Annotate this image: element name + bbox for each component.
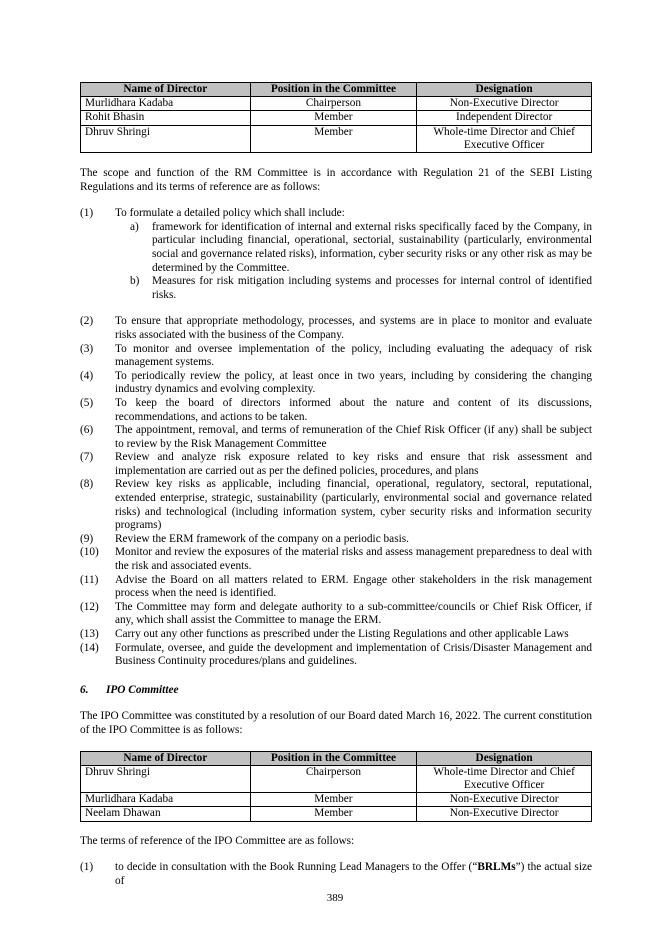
list-marker: (12) xyxy=(80,600,99,613)
table-header-row xyxy=(81,83,592,97)
list-marker: (5) xyxy=(80,396,94,409)
list-item-4 xyxy=(80,370,592,397)
designation: Whole-time Director and Chief Executive Officer xyxy=(417,125,592,152)
list-marker: (13) xyxy=(80,628,99,641)
list-marker: (10) xyxy=(80,546,99,559)
list-item-text: To periodically review the policy, at least once in two years, including by considering the changing industry dynamics and evolving complexity. xyxy=(115,369,592,396)
sub-item-text: Measures for risk mitigation including systems and processes for internal control of identified risks. xyxy=(152,275,592,301)
table-row xyxy=(81,125,592,152)
designation: Independent Director xyxy=(417,111,592,125)
director-name: Murlidhara Kadaba xyxy=(81,793,251,807)
list-item-text: The Committee may form and delegate authority to a sub-committee/councils or Chief Risk Officer, if any, which shall assist the Committee to manage the ERM. xyxy=(115,600,592,627)
designation: Non-Executive Director xyxy=(417,807,592,821)
list-item-text: To monitor and oversee implementation of the policy, including evaluating the adequacy of risk management systems. xyxy=(115,342,592,369)
col-header-position: Position in the Committee xyxy=(250,751,417,765)
list-item-13 xyxy=(80,628,592,642)
designation: Non-Executive Director xyxy=(417,793,592,807)
list-item-8 xyxy=(80,478,592,532)
list-item-1 xyxy=(80,207,592,221)
director-name: Dhruv Shringi xyxy=(81,765,251,792)
ipo-intro-paragraph: The IPO Committee was constituted by a resolution of our Board dated March 16, 2022. The current constitution of the IPO Committee is as follows: xyxy=(80,710,592,736)
list-item-10 xyxy=(80,546,592,573)
director-name: Murlidhara Kadaba xyxy=(81,97,251,111)
committee-position: Member xyxy=(250,111,417,125)
committee-position: Member xyxy=(250,125,417,152)
table-row xyxy=(81,97,592,111)
ipo-terms-paragraph: The terms of reference of the IPO Committee are as follows: xyxy=(80,834,355,847)
table-row xyxy=(81,765,592,792)
col-header-name: Name of Director xyxy=(81,83,251,97)
sub-item-marker: b) xyxy=(130,275,140,288)
designation: Whole-time Director and Chief Executive Officer xyxy=(417,765,592,792)
list-item-text: Review key risks as applicable, including financial, operational, regulatory, sectoral, reputational, extended enterprise, strategic, sustainability (particularly, environmental social and governance related risks) and technological (including information system, cyber security risks and information security programs) xyxy=(115,478,592,532)
table-row xyxy=(81,793,592,807)
ipo-committee-table xyxy=(80,751,592,822)
list-item-text: Advise the Board on all matters related to ERM. Engage other stakeholders in the risk management process when the need is identified. xyxy=(115,573,592,600)
col-header-designation: Designation xyxy=(417,83,592,97)
committee-position: Member xyxy=(250,807,417,821)
col-header-position: Position in the Committee xyxy=(250,83,417,97)
list-item-7 xyxy=(80,451,592,478)
list-marker: (4) xyxy=(80,369,94,382)
list-item-5 xyxy=(80,397,592,424)
sub-item-marker: a) xyxy=(130,220,139,233)
committee-position: Member xyxy=(250,793,417,807)
table-row xyxy=(81,111,592,125)
list-item-12 xyxy=(80,601,592,628)
rm-committee-table xyxy=(80,82,592,153)
director-name: Neelam Dhawan xyxy=(81,807,251,821)
col-header-name: Name of Director xyxy=(81,751,251,765)
list-item-text: To keep the board of directors informed about the nature and content of its discussions, recommendations, and actions to be taken. xyxy=(115,396,592,423)
list-item-text: Formulate, oversee, and guide the development and implementation of Crisis/Disaster Management and Business Continuity procedures/plans and guidelines. xyxy=(115,641,592,668)
list-marker: (6) xyxy=(80,424,94,437)
list-marker: (3) xyxy=(80,342,94,355)
table-header-row xyxy=(81,751,592,765)
list-item-text: Carry out any other functions as prescribed under the Listing Regulations and other applicable Laws xyxy=(115,628,569,641)
term-defined-word: BRLMs xyxy=(477,861,516,874)
ipo-term-item-1 xyxy=(80,861,592,888)
section-heading-ipo-committee xyxy=(80,684,592,698)
list-item-text: The appointment, removal, and terms of remuneration of the Chief Risk Officer (if any) shall be subject to review by the Risk Management Committee xyxy=(115,424,592,450)
list-item-11 xyxy=(80,574,592,601)
list-marker: (9) xyxy=(80,532,94,545)
list-marker: (7) xyxy=(80,451,94,464)
list-item-6 xyxy=(80,424,592,451)
list-marker: (1) xyxy=(80,207,94,220)
committee-position: Chairperson xyxy=(250,765,417,792)
list-item-text: Review the ERM framework of the company on a periodic basis. xyxy=(115,532,409,545)
list-item-2 xyxy=(80,315,592,342)
list-marker: (14) xyxy=(80,641,99,654)
sub-item-b xyxy=(80,275,592,302)
director-name: Rohit Bhasin xyxy=(81,111,251,125)
list-marker: (1) xyxy=(80,861,94,874)
director-name: Dhruv Shringi xyxy=(81,125,251,152)
list-marker: (2) xyxy=(80,315,94,328)
sub-item-text: framework for identification of internal and external risks specifically faced by the Company, in particular including financial, operational, sectorial, sustainability (particularly, environmental social and governance related risks), information, cyber security risks or any other risk as may be determined by the Committee. xyxy=(152,220,592,274)
list-marker: (8) xyxy=(80,478,94,491)
list-marker: (11) xyxy=(80,573,99,586)
list-item-text: Review and analyze risk exposure related to key risks and ensure that risk assessment and implementation are carried out as per the defined policies, procedures, and plans xyxy=(115,451,592,477)
section-title: IPO Committee xyxy=(106,683,179,696)
list-item-text: To formulate a detailed policy which shall include: xyxy=(115,207,345,220)
page-number: 389 xyxy=(326,892,344,904)
term-text-pre: to decide in consultation with the Book Running Lead Managers to the Offer (“ xyxy=(115,861,478,874)
committee-position: Chairperson xyxy=(250,97,417,111)
list-item-text: Monitor and review the exposures of the material risks and assess management preparedness to deal with the risk and associated events. xyxy=(115,546,592,573)
table-row xyxy=(81,807,592,821)
rm-scope-paragraph: The scope and function of the RM Committee is in accordance with Regulation 21 of the SEBI Listing Regulations and its terms of reference are as follows: xyxy=(80,167,592,193)
sub-item-a xyxy=(80,221,592,275)
list-item-text: To ensure that appropriate methodology, processes, and systems are in place to monitor and evaluate risks associated with the business of the Company. xyxy=(115,315,592,341)
list-item-14 xyxy=(80,642,592,669)
page-content xyxy=(80,82,592,888)
list-item-3 xyxy=(80,343,592,370)
designation: Non-Executive Director xyxy=(417,97,592,111)
col-header-designation: Designation xyxy=(417,751,592,765)
section-number: 6. xyxy=(80,683,89,696)
list-item-9 xyxy=(80,533,592,547)
term-text-post: ”) the actual size of xyxy=(115,861,592,887)
